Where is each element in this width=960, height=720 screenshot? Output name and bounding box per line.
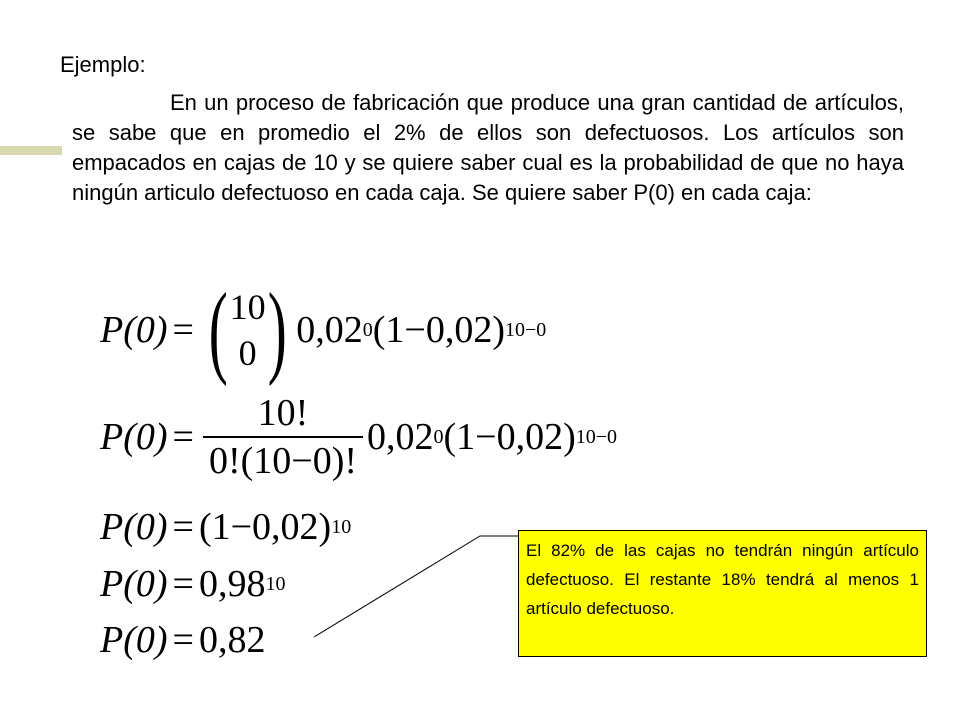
eq2-term2: (1−0,02)	[443, 416, 576, 458]
equation-simplified: P(0) = (1−0,02) 10	[100, 506, 352, 548]
eq1-lhs: P(0)	[100, 309, 168, 351]
equation-power: P(0) = 0,98 10	[100, 563, 286, 605]
eq1-term2: (1−0,02)	[372, 309, 505, 351]
eq3-equals: =	[172, 506, 194, 548]
eq1-term: 0,02	[296, 309, 363, 351]
frac-denominator: 0!(10−0)!	[203, 436, 363, 482]
eq1-equals: =	[172, 309, 194, 351]
eq5-equals: =	[172, 619, 194, 661]
eq2-lhs: P(0)	[100, 416, 168, 458]
eq3-lhs: P(0)	[100, 506, 168, 548]
equation-factorial: P(0) = $\frac{10!}{0!(10-0)!}$ 0,02 0 (1−0,02) 10−0	[100, 392, 618, 482]
eq4-equals: =	[172, 563, 194, 605]
eq5-result: 0,82	[198, 619, 266, 661]
eq2-term: 0,02	[367, 416, 434, 458]
binomial-coefficient: ( 10 0 )	[208, 272, 287, 387]
eq4-term: 0,98	[198, 563, 266, 605]
equation-binomial: P(0) = ( 10 0 ) 0,02 0 (1−0,02) 10−0	[100, 272, 547, 387]
callout-box: El 82% de las cajas no tendrán ningún artículo defectuoso. El restante 18% tendrá al menos 1 artículo defectuoso.	[518, 530, 927, 657]
eq2-equals: =	[172, 416, 194, 458]
binom-bottom: 0	[238, 333, 257, 373]
eq4-lhs: P(0)	[100, 563, 168, 605]
eq5-lhs: P(0)	[100, 619, 168, 661]
problem-statement: En un proceso de fabricación que produce una gran cantidad de artículos, se sabe que en promedio el 2% de ellos son defectuosos. Los artículos son empacados en cajas de 10 y se quiere saber cual es la probabilidad de que no haya ningún articulo defectuoso en cada caja. Se quiere saber P(0) en cada caja:	[72, 90, 904, 205]
eq3-term: (1−0,02)	[198, 506, 332, 548]
binom-top: 10	[229, 287, 266, 327]
frac-numerator: 10!	[257, 392, 309, 434]
example-heading: Ejemplo:	[60, 52, 146, 77]
